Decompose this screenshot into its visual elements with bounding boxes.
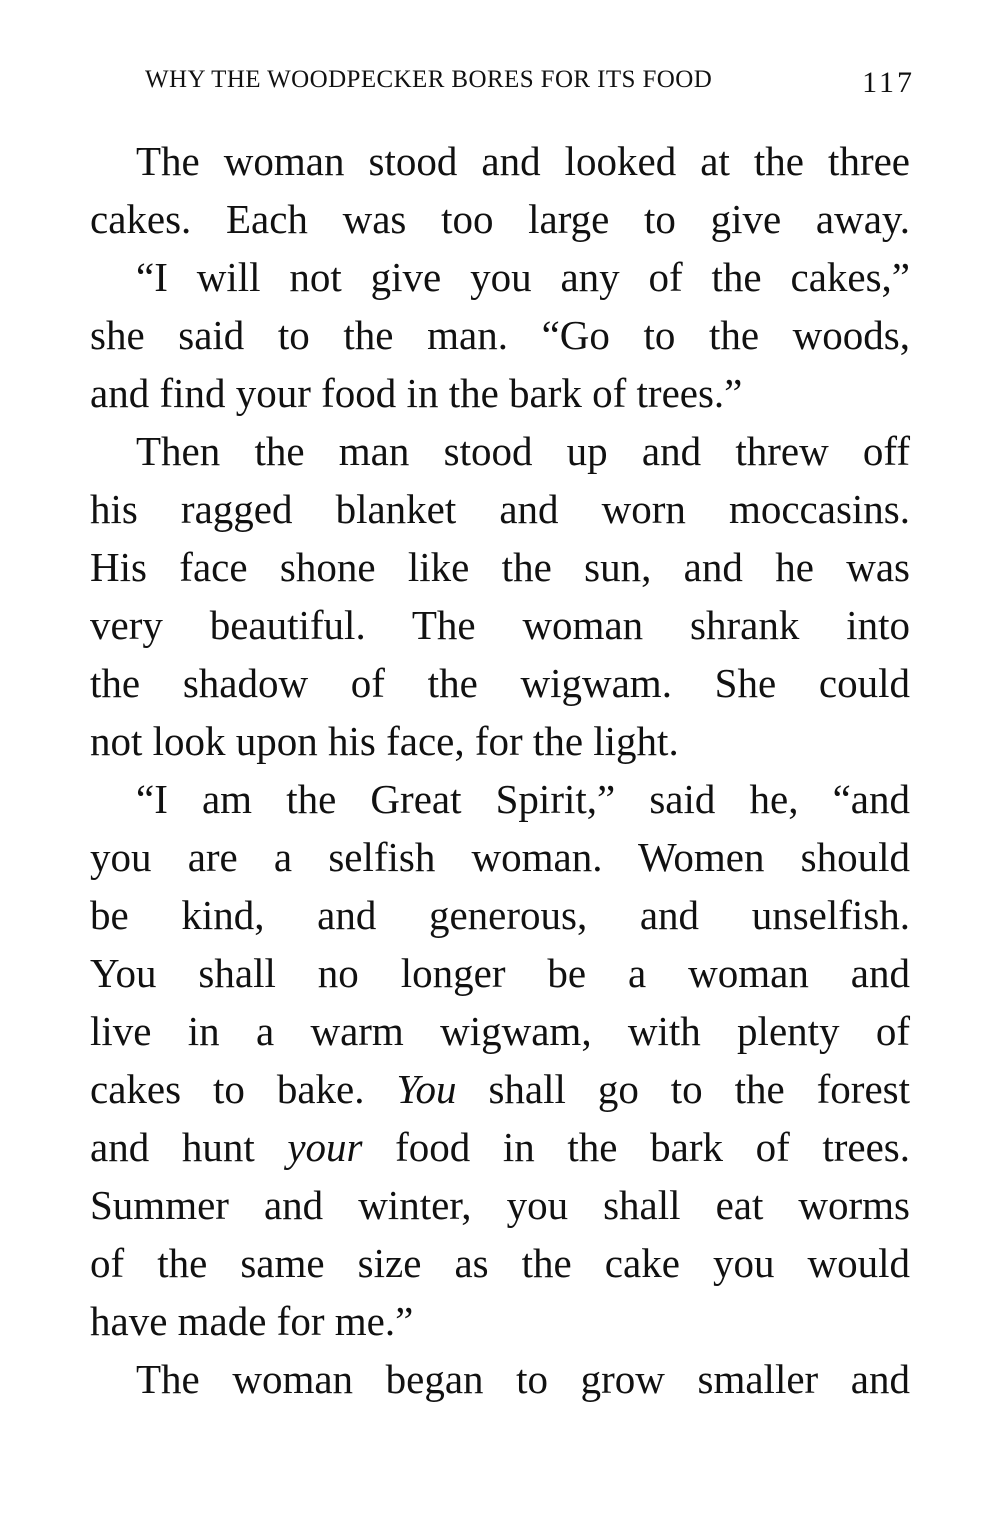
- text-span: His face shone like the sun, and he was: [90, 544, 910, 590]
- text-line: [90, 712, 910, 770]
- text-line: [90, 538, 910, 596]
- running-title: WHY THE WOODPECKER BORES FOR ITS FOOD: [145, 66, 713, 93]
- text-span: food in the bark of trees.: [395, 1124, 911, 1170]
- text-line: [90, 190, 910, 248]
- page-number: 117: [862, 66, 915, 99]
- text-span: “I am the Great Spirit,” said he, “and: [136, 776, 910, 822]
- text-line: [90, 364, 910, 422]
- text-span: not look upon his face, for the light.: [90, 718, 679, 764]
- text-span: the shadow of the wigwam. She could: [90, 660, 910, 706]
- text-span: Summer and winter, you shall eat worms: [90, 1182, 910, 1228]
- text-span: The woman stood and looked at the three: [136, 138, 910, 184]
- text-span: cakes. Each was too large to give away.: [90, 196, 910, 242]
- text-span: his ragged blanket and worn moccasins.: [90, 486, 910, 532]
- text-span: live in a warm wigwam, with plenty of: [90, 1008, 910, 1054]
- text-span: of the same size as the cake you would: [90, 1240, 910, 1286]
- text-span: she said to the man. “Go to the woods,: [90, 312, 910, 358]
- body-text: [90, 132, 910, 1408]
- text-span: shall go to the forest: [488, 1066, 910, 1112]
- text-line: [90, 596, 910, 654]
- text-line: [90, 1060, 910, 1118]
- text-line: [90, 422, 910, 480]
- text-span: you are a selfish woman. Women should: [90, 834, 910, 880]
- text-line: [90, 1118, 910, 1176]
- text-line: [90, 1350, 910, 1408]
- text-line: [90, 828, 910, 886]
- text-line: [90, 306, 910, 364]
- text-span: You shall no longer be a woman and: [90, 950, 910, 996]
- text-span: Then the man stood up and threw off: [136, 428, 910, 474]
- running-head: [145, 66, 915, 102]
- text-line: [90, 132, 910, 190]
- text-span: be kind, and generous, and unselfish.: [90, 892, 910, 938]
- text-span: and hunt: [90, 1124, 255, 1170]
- text-span: very beautiful. The woman shrank into: [90, 602, 910, 648]
- text-span: and find your food in the bark of trees.”: [90, 370, 743, 416]
- text-line: [90, 886, 910, 944]
- text-line: [90, 654, 910, 712]
- italic-emphasis: You: [396, 1066, 457, 1112]
- text-line: [90, 1234, 910, 1292]
- text-line: [90, 944, 910, 1002]
- text-span: The woman began to grow smaller and: [136, 1356, 910, 1402]
- text-line: [90, 248, 910, 306]
- text-line: [90, 770, 910, 828]
- text-span: cakes to bake.: [90, 1066, 365, 1112]
- text-line: [90, 1176, 910, 1234]
- text-span: have made for me.”: [90, 1298, 414, 1344]
- text-line: [90, 1002, 910, 1060]
- text-span: “I will not give you any of the cakes,”: [136, 254, 910, 300]
- text-line: [90, 480, 910, 538]
- text-line: [90, 1292, 910, 1350]
- italic-emphasis: your: [287, 1124, 363, 1170]
